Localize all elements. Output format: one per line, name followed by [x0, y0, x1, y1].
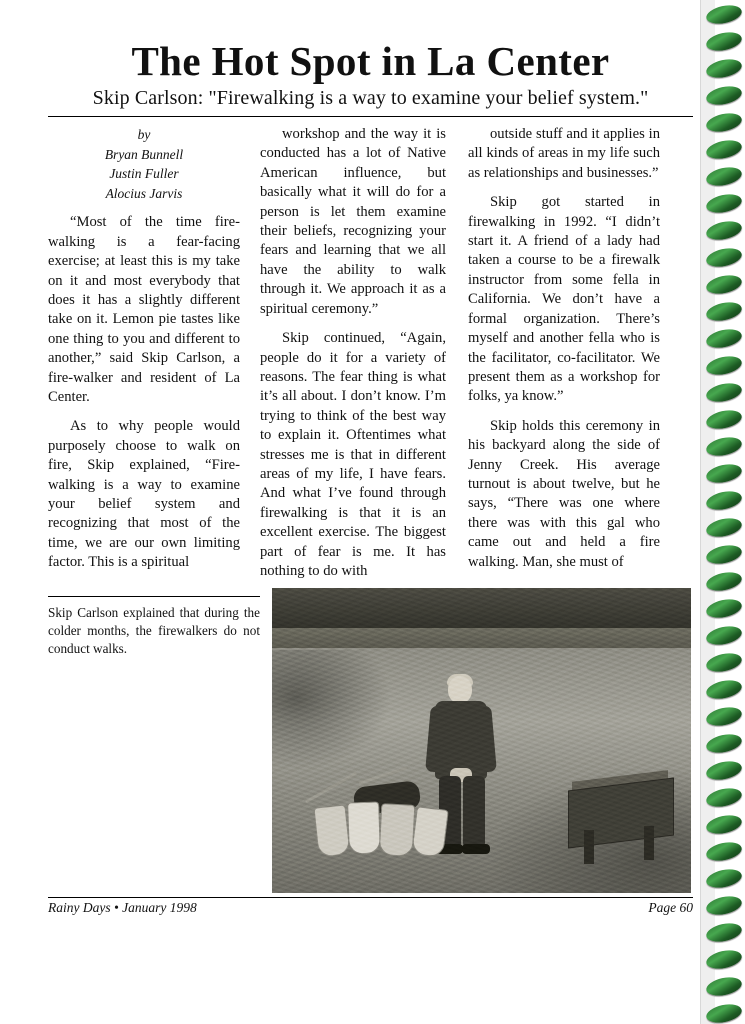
- header-divider: [48, 116, 693, 117]
- column-1: [48, 125, 254, 581]
- byline: [48, 125, 240, 203]
- article-photo: [272, 588, 691, 893]
- spiral-binding: [700, 0, 745, 1024]
- subheadline: Skip Carlson: "Firewalking is a way to examine your belief system.": [92, 87, 649, 110]
- photo-grain-overlay: [272, 588, 691, 893]
- footer-divider: [48, 897, 693, 898]
- page-number: Page 60: [648, 900, 693, 915]
- byline-label: by: [137, 127, 151, 143]
- paragraph: outside stuff and it applies in all kinds of areas in my life such as relationships and businesses.”: [468, 126, 660, 181]
- column-3: [460, 125, 660, 581]
- article-columns: [48, 125, 693, 581]
- author-name: Bryan Bunnell: [104, 146, 184, 162]
- paragraph: workshop and the way it is conducted has a lot of Native American influence, but basically what it will do for a person is let them examine their beliefs, recognizing your fears and learning that we all have the ability to walk through it. We approach it as a spiritual ceremony.”: [260, 126, 446, 317]
- paragraph: Skip holds this ceremony in his backyard along the side of Jenny Creek. His average turnout is about twelve, but he says, “There was one where there was with this gal who came out and held a fire walking. Man, she must of: [468, 417, 660, 570]
- caption-divider: [48, 596, 260, 597]
- paragraph: As to why people would purposely choose to walk on fire, Skip explained, “Fire-walking is a way to examine your belief system and recognizing that most of the time, we are our own limiting factor. This is a spiritual: [48, 418, 240, 571]
- author-name: Justin Fuller: [109, 166, 179, 182]
- paragraph: Skip got started in firewalking in 1992. “I didn’t start it. A friend of a lady had taken a course to be a firewalk instructor from some fella in California. We don’t have a formal organization. There’s myself and another fella who is the facilitator, co-facilitator. We present them as a workshop for folks, ya know.”: [468, 194, 660, 405]
- article-content: [48, 40, 693, 581]
- column-2: [254, 125, 460, 581]
- paragraph: “Most of the time fire-walking is a fear-facing exercise; at least this is my take on it and most everybody that does it has a slightly different take on it. Lemon pie tastes like one thing to you and different to another,” said Skip Carlson, a fire-walker and resident of La Center.: [48, 214, 240, 405]
- photo-caption: Skip Carlson explained that during the colder months, the firewalkers do not conduct walks.: [48, 605, 260, 656]
- photo-caption-block: [48, 596, 260, 657]
- page-title: The Hot Spot in La Center: [131, 38, 610, 84]
- author-name: Alocius Jarvis: [105, 185, 183, 201]
- paragraph: Skip continued, “Again, people do it for a variety of reasons. The fear thing is what it’s all about. I don’t know. I’m trying to think of the best way to explain it. Oftentimes what stresses me is that in different areas of my life, I have fears. And what I’ve found through firewalking is that it is an excellent exercise. The biggest part of fear is me. It has nothing to do with: [260, 330, 446, 579]
- publication-info: Rainy Days • January 1998: [48, 900, 197, 915]
- page-footer: [48, 900, 693, 916]
